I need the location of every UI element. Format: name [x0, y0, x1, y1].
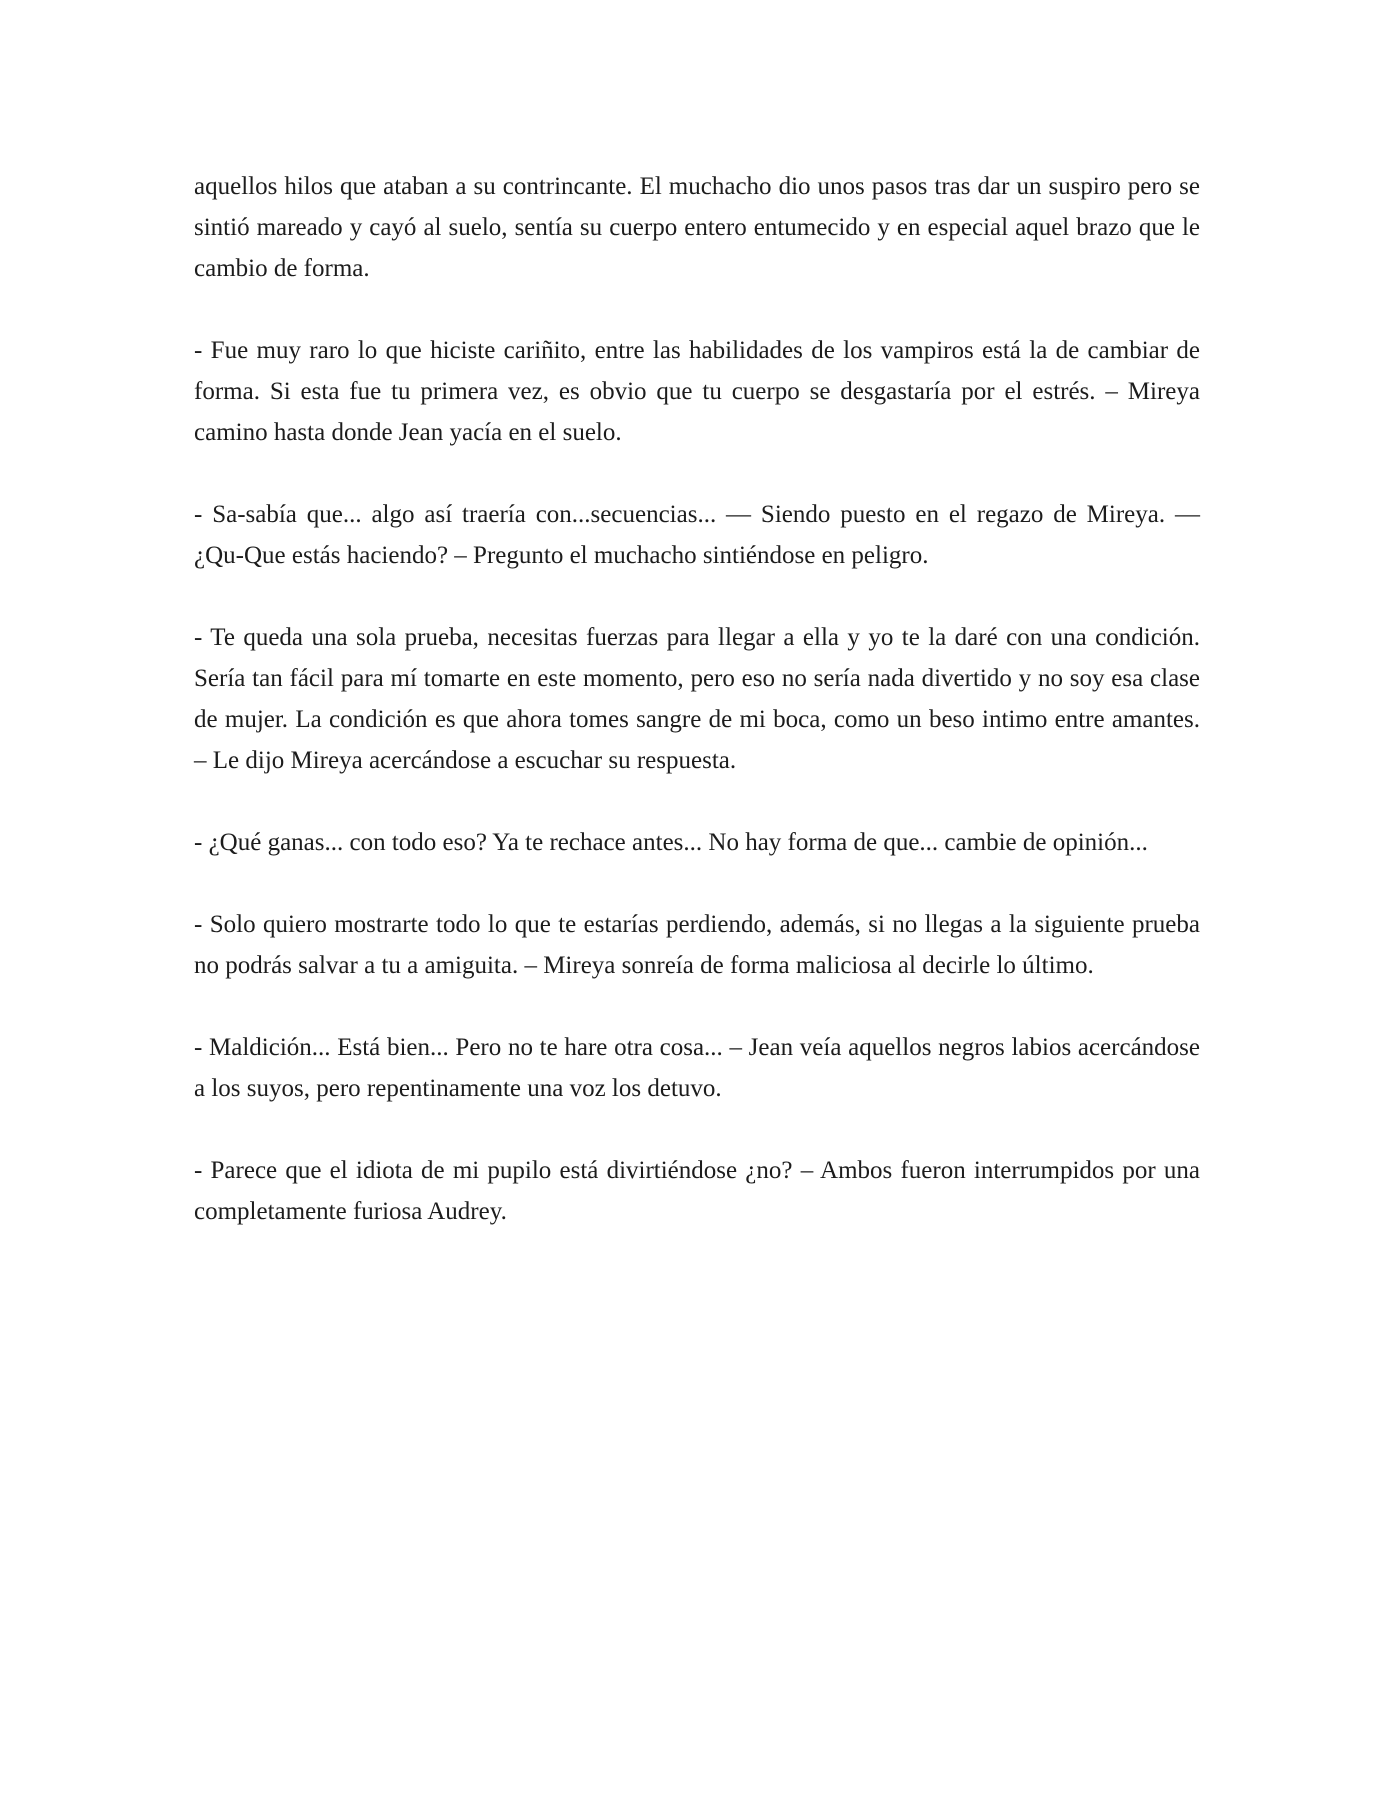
- paragraph-6: - Solo quiero mostrarte todo lo que te estarías perdiendo, además, si no llegas a la siguiente prueba no podrás salvar a tu a amiguita. – Mireya sonreía de forma maliciosa al decirle lo último.: [194, 911, 1200, 979]
- paragraph-4: - Te queda una sola prueba, necesitas fuerzas para llegar a ella y yo te la daré con una condición. Sería tan fácil para mí tomarte en este momento, pero eso no sería nada divertido y no soy esa clase de mujer. La condición es que ahora tomes sangre de mi boca, como un beso intimo entre amantes. – Le dijo Mireya acercándose a escuchar su respuesta.: [194, 624, 1200, 774]
- paragraph-1: aquellos hilos que ataban a su contrincante. El muchacho dio unos pasos tras dar un suspiro pero se sintió mareado y cayó al suelo, sentía su cuerpo entero entumecido y en especial aquel brazo que le cambio de forma.: [194, 173, 1200, 282]
- paragraph-2: - Fue muy raro lo que hiciste cariñito, entre las habilidades de los vampiros está la de cambiar de forma. Si esta fue tu primera vez, es obvio que tu cuerpo se desgastaría por el estrés. – Mireya camino hasta donde Jean yacía en el suelo.: [194, 337, 1200, 446]
- document-body: [194, 166, 1200, 1232]
- paragraph-5: - ¿Qué ganas... con todo eso? Ya te rechace antes... No hay forma de que... cambie de opinión...: [194, 829, 1148, 856]
- paragraph-3: - Sa-sabía que... algo así traería con...secuencias... — Siendo puesto en el regazo de Mireya. — ¿Qu-Que estás haciendo? – Pregunto el muchacho sintiéndose en peligro.: [194, 501, 1200, 569]
- paragraph-8: - Parece que el idiota de mi pupilo está divirtiéndose ¿no? – Ambos fueron interrumpidos por una completamente furiosa Audrey.: [194, 1157, 1200, 1225]
- paragraph-7: - Maldición... Está bien... Pero no te hare otra cosa... – Jean veía aquellos negros labios acercándose a los suyos, pero repentinamente una voz los detuvo.: [194, 1034, 1200, 1102]
